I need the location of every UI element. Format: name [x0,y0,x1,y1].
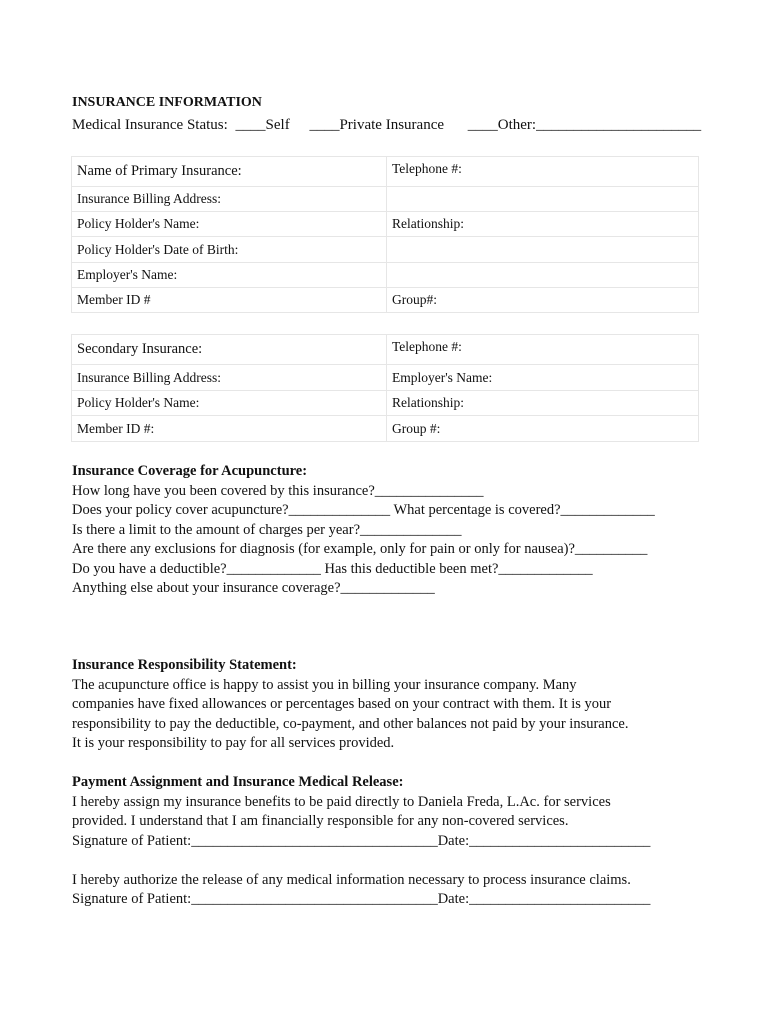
secondary-insurance-table [71,334,699,442]
coverage-question-3[interactable]: Is there a limit to the amount of charges per year?______________ [72,521,462,538]
primary-employer-field[interactable]: Employer's Name: [72,263,387,288]
primary-insurance-table [71,156,699,313]
release-text: I hereby authorize the release of any medical information necessary to process insurance claims. [72,871,631,888]
coverage-question-5[interactable]: Do you have a deductible?_____________ Has this deductible been met?_____________ [72,560,593,577]
secondary-holder-field[interactable]: Policy Holder's Name: [72,391,387,416]
insurance-status-line [72,117,701,134]
coverage-question-6[interactable]: Anything else about your insurance coverage?_____________ [72,580,435,596]
signature-line-1[interactable]: Signature of Patient:__________________________________Date:_________________________ [72,832,651,849]
secondary-member-field[interactable]: Member ID #: [72,416,387,442]
primary-billing-extra[interactable] [387,187,699,212]
secondary-employer-field[interactable]: Employer's Name: [387,365,699,391]
spacer [72,851,650,871]
primary-dob-field[interactable]: Policy Holder's Date of Birth: [72,237,387,263]
responsibility-text-3: responsibility to pay the deductible, co-payment, and other balances not paid by your insurance. [72,715,629,732]
assignment-heading: Payment Assignment and Insurance Medical Release: [72,774,404,790]
primary-name-field[interactable]: Name of Primary Insurance: [72,157,387,187]
responsibility-text-4: It is your responsibility to pay for all services provided. [72,735,395,751]
secondary-telephone-field[interactable]: Telephone #: [387,335,699,365]
secondary-relationship-field[interactable]: Relationship: [387,391,699,416]
primary-dob-extra[interactable] [387,237,699,263]
assignment-text-1: I hereby assign my insurance benefits to be paid directly to Daniela Freda, L.Ac. for services [72,793,611,810]
primary-relationship-field[interactable]: Relationship: [387,212,699,237]
primary-group-field[interactable]: Group#: [387,288,699,313]
status-option-self[interactable]: ____Self [235,117,290,133]
primary-billing-field[interactable]: Insurance Billing Address: [72,187,387,212]
responsibility-text-1: The acupuncture office is happy to assist you in billing your insurance company. Many [72,676,577,693]
coverage-section [72,462,655,599]
primary-member-field[interactable]: Member ID # [72,288,387,313]
coverage-question-4[interactable]: Are there any exclusions for diagnosis (for example, only for pain or only for nausea)?__________ [72,541,648,557]
status-option-other[interactable]: ____Other:______________________ [467,117,702,133]
responsibility-heading: Insurance Responsibility Statement: [72,657,297,673]
responsibility-text-2: companies have fixed allowances or percentages based on your contract with them. It is your [72,696,612,712]
secondary-billing-field[interactable]: Insurance Billing Address: [72,365,387,391]
coverage-heading: Insurance Coverage for Acupuncture: [72,463,308,479]
secondary-group-field[interactable]: Group #: [387,416,699,442]
primary-holder-field[interactable]: Policy Holder's Name: [72,212,387,237]
primary-telephone-field[interactable]: Telephone #: [387,157,699,187]
secondary-name-field[interactable]: Secondary Insurance: [72,335,387,365]
assignment-section [72,773,650,910]
primary-employer-extra[interactable] [387,263,699,288]
signature-line-2[interactable]: Signature of Patient:__________________________________Date:_________________________ [72,891,651,907]
coverage-question-2[interactable]: Does your policy cover acupuncture?______________ What percentage is covered?_____________ [72,502,655,518]
status-option-private[interactable]: ____Private Insurance [309,117,445,133]
coverage-question-1[interactable]: How long have you been covered by this insurance?_______________ [72,482,484,499]
form-title: INSURANCE INFORMATION [72,95,262,110]
status-label: Medical Insurance Status: [72,117,228,133]
responsibility-section [72,656,628,754]
assignment-text-2: provided. I understand that I am financially responsible for any non-covered services. [72,813,569,829]
